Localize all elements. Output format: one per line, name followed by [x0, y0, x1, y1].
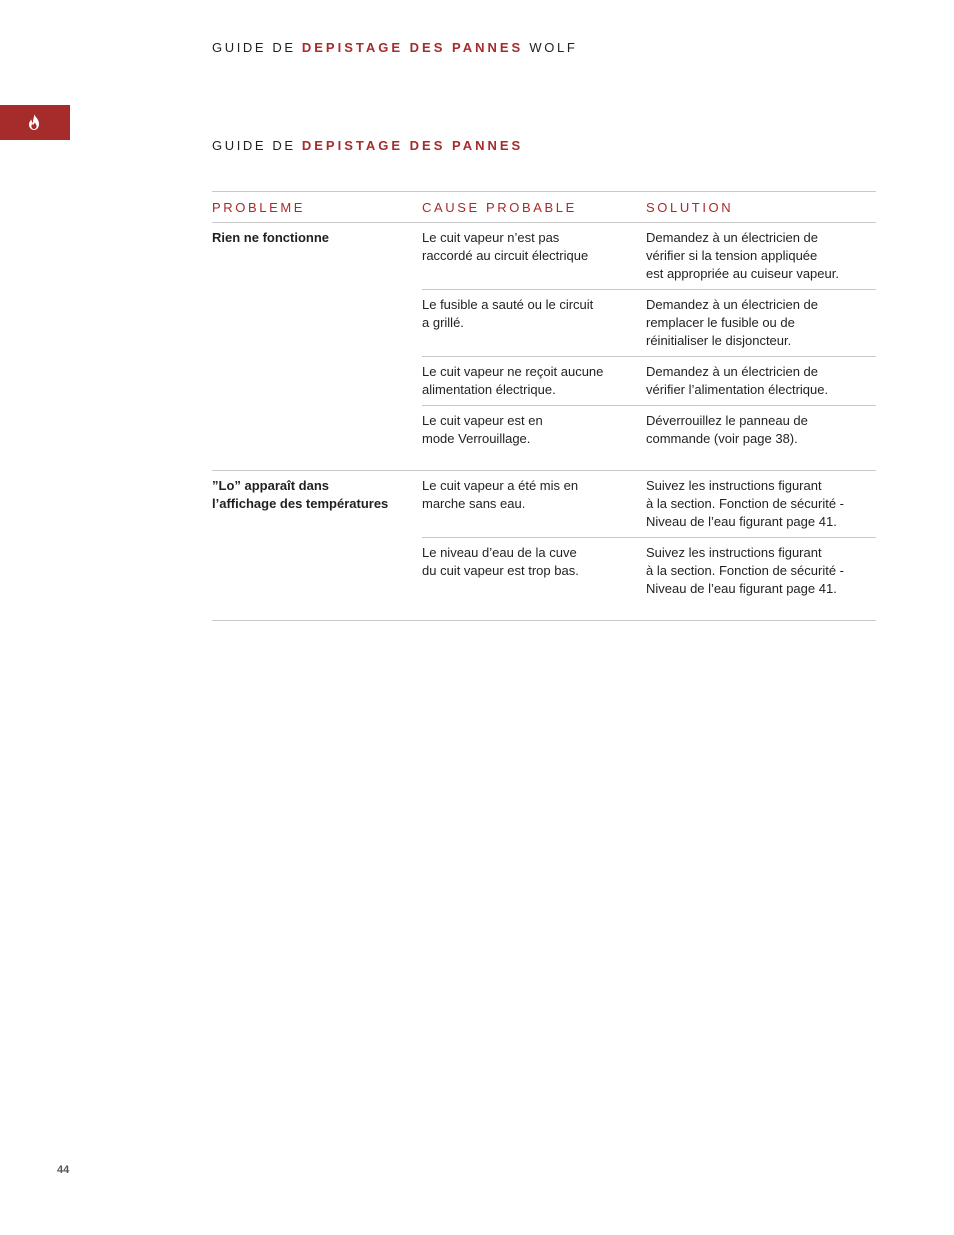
section-tab	[0, 105, 70, 140]
column-header-solution: SOLUTION	[646, 199, 734, 215]
solution-line: Niveau de l’eau figurant page 41.	[646, 514, 837, 529]
running-header-brand: WOLF	[529, 40, 578, 55]
cause-solution-list	[422, 223, 876, 470]
troubleshooting-table	[212, 191, 876, 621]
cause-line: mode Verrouillage.	[422, 431, 531, 446]
solution-line: est appropriée au cuiseur vapeur.	[646, 266, 839, 281]
table-row	[422, 290, 876, 357]
cause-line: du cuit vapeur est trop bas.	[422, 563, 579, 578]
solution-cell	[646, 544, 876, 598]
running-header	[212, 40, 577, 55]
cause-cell	[422, 363, 646, 399]
table-row	[422, 223, 876, 290]
table-row	[422, 471, 876, 538]
cause-line: raccordé au circuit électrique	[422, 248, 589, 263]
flame-icon	[28, 114, 40, 130]
problem-label: Rien ne fonctionne	[212, 230, 329, 245]
table-header-row	[212, 192, 876, 223]
cause-line: Le cuit vapeur n’est pas	[422, 230, 560, 245]
cause-line: Le fusible a sauté ou le circuit	[422, 297, 594, 312]
solution-cell	[646, 229, 876, 283]
cause-cell	[422, 229, 646, 283]
running-header-accent: DEPISTAGE DES PANNES	[301, 40, 524, 55]
solution-cell	[646, 412, 876, 448]
solution-line: réinitialiser le disjoncteur.	[646, 333, 792, 348]
column-header-cause: CAUSE PROBABLE	[422, 199, 577, 215]
cause-line: marche sans eau.	[422, 496, 526, 511]
cause-line: a grillé.	[422, 315, 464, 330]
section-title-prefix: GUIDE DE	[212, 138, 296, 153]
table-row	[422, 538, 876, 620]
column-header-problem: PROBLEME	[212, 199, 306, 215]
solution-line: remplacer le fusible ou de	[646, 315, 795, 330]
solution-line: Demandez à un électricien de	[646, 230, 818, 245]
section-title-accent: DEPISTAGE DES PANNES	[301, 138, 524, 153]
cause-line: alimentation électrique.	[422, 382, 556, 397]
table-body	[212, 223, 876, 621]
solution-line: à la section. Fonction de sécurité -	[646, 496, 844, 511]
solution-line: Déverrouillez le panneau de	[646, 413, 808, 428]
cause-line: Le cuit vapeur a été mis en	[422, 478, 579, 493]
running-header-prefix: GUIDE DE	[212, 40, 296, 55]
solution-line: Niveau de l’eau figurant page 41.	[646, 581, 837, 596]
problem-group	[212, 223, 876, 471]
solution-line: commande (voir page 38).	[646, 431, 798, 446]
problem-group	[212, 471, 876, 621]
cause-line: Le cuit vapeur ne reçoit aucune	[422, 364, 604, 379]
table-row	[422, 357, 876, 406]
solution-line: vérifier si la tension appliquée	[646, 248, 818, 263]
cause-cell	[422, 477, 646, 531]
solution-line: Demandez à un électricien de	[646, 297, 818, 312]
cause-line: Le niveau d’eau de la cuve	[422, 545, 577, 560]
cause-cell	[422, 544, 646, 598]
solution-cell	[646, 363, 876, 399]
solution-line: Suivez les instructions figurant	[646, 478, 822, 493]
section-title	[212, 138, 523, 153]
cause-cell	[422, 412, 646, 448]
page-number: 44	[57, 1164, 70, 1176]
solution-cell	[646, 477, 876, 531]
cause-cell	[422, 296, 646, 350]
cause-line: Le cuit vapeur est en	[422, 413, 543, 428]
cause-solution-list	[422, 471, 876, 620]
solution-line: à la section. Fonction de sécurité -	[646, 563, 844, 578]
problem-label: ”Lo” apparaît dans l’affichage des températures	[212, 478, 389, 511]
solution-cell	[646, 296, 876, 350]
table-row	[422, 406, 876, 470]
solution-line: Suivez les instructions figurant	[646, 545, 822, 560]
solution-line: vérifier l’alimentation électrique.	[646, 382, 829, 397]
solution-line: Demandez à un électricien de	[646, 364, 818, 379]
